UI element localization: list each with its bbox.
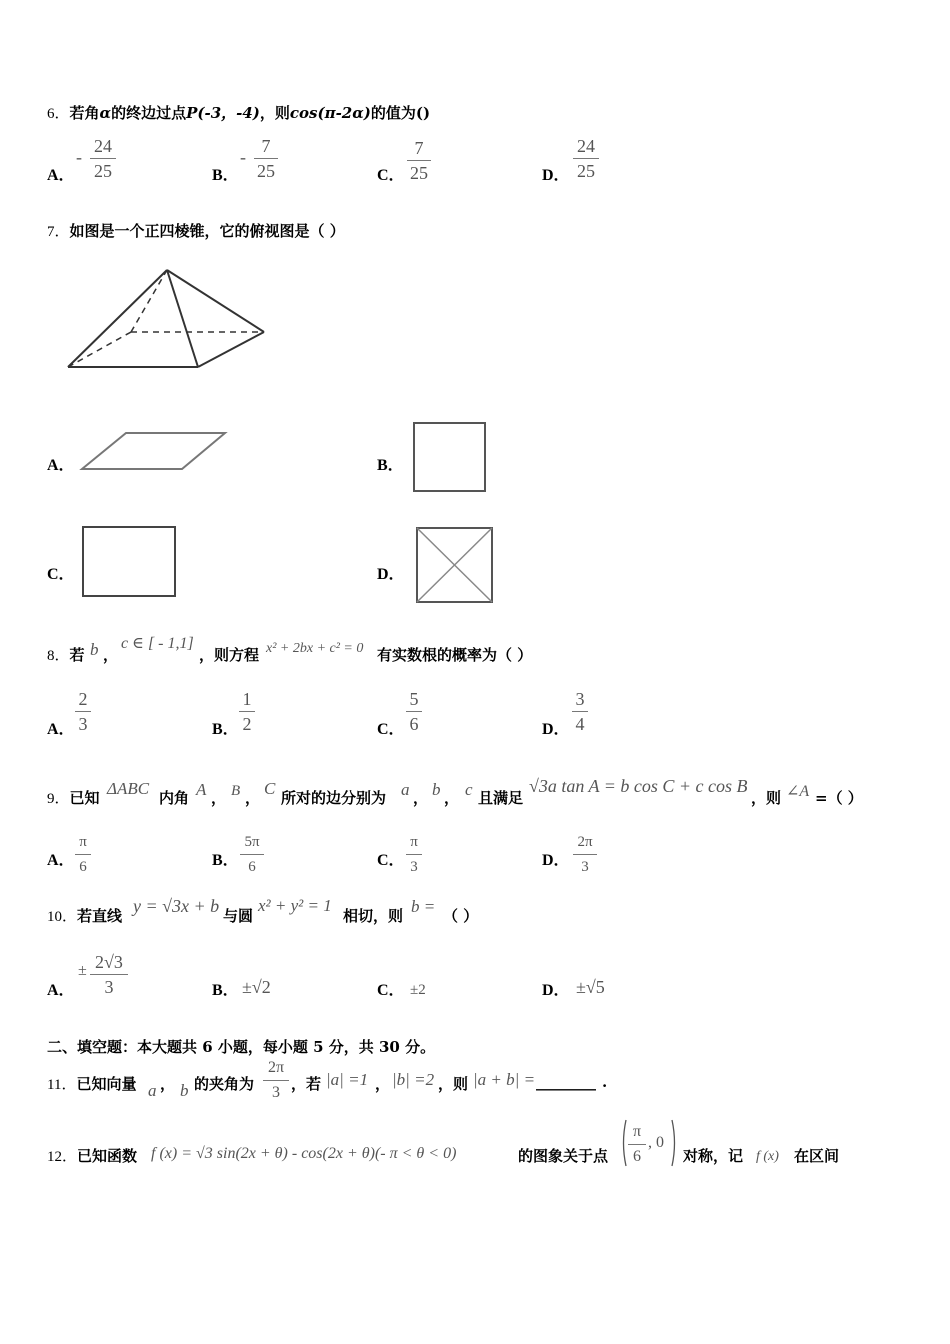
q10-option-b-label[interactable]: B．	[212, 982, 239, 999]
fraction-denominator: 3	[272, 1084, 280, 1101]
q9-text: ，则	[751, 789, 782, 807]
q11-text: 的夹角为	[194, 1075, 255, 1093]
q6-expression: cos(π-2α)	[289, 104, 371, 122]
q8-option-b-fraction	[239, 689, 255, 734]
q9-side-c: c	[465, 780, 473, 799]
q10-option-a-label[interactable]: A．	[47, 982, 75, 999]
q8-option-a-label[interactable]: A．	[47, 721, 75, 738]
q7-option-a-label[interactable]: A．	[47, 457, 75, 474]
q8-text: ，则方程	[199, 646, 260, 664]
q6-option-b-label[interactable]: B．	[212, 167, 239, 184]
fraction-denominator: 3	[410, 859, 418, 875]
q11-abs-a: |a| =1	[326, 1070, 369, 1089]
q11-answer-blank[interactable]: ________	[536, 1073, 596, 1091]
q12-stem	[47, 1145, 137, 1166]
q11-angle-fraction	[263, 1058, 289, 1103]
q11-text: 已知向量	[76, 1075, 137, 1093]
fraction-numerator: π	[410, 834, 418, 850]
q11-abs-b: |b| =2	[392, 1070, 435, 1089]
q7-option-d-label[interactable]: D．	[377, 566, 405, 583]
q9-angle-b: B	[231, 783, 241, 799]
fraction-numerator: 2	[78, 689, 88, 709]
q6-option-b-sign: -	[240, 147, 246, 167]
fraction-denominator: 25	[410, 163, 428, 183]
fraction-numerator: 7	[261, 136, 271, 156]
q6-option-c-label[interactable]: C．	[377, 167, 405, 184]
q11-text: ，若	[291, 1075, 322, 1093]
q10-text: 若直线	[77, 907, 123, 925]
fraction-numerator: π	[632, 1123, 642, 1140]
fraction-denominator: 3	[581, 859, 589, 875]
q8-option-c-fraction	[406, 689, 422, 734]
q9-stem	[47, 787, 100, 808]
pyramid-edge	[68, 270, 167, 367]
q10-option-a-pm: ±	[78, 962, 87, 979]
q8-option-d-fraction	[572, 689, 588, 734]
q7-option-b-square	[414, 423, 485, 491]
q11-number: 11．	[47, 1077, 77, 1093]
q9-side-b: b	[432, 780, 441, 799]
q8-equation: x² + 2bx + c² = 0	[266, 641, 364, 656]
q7-option-c-rectangle	[83, 527, 175, 596]
q10-number: 10．	[47, 909, 78, 925]
q8-number: 8．	[47, 648, 70, 664]
q12-number: 12．	[47, 1149, 78, 1165]
q9-option-b-label[interactable]: B．	[212, 852, 239, 869]
q10-option-d-value: ±√5	[576, 977, 605, 997]
q9-option-b-fraction	[240, 832, 264, 877]
q8-option-c-label[interactable]: C．	[377, 721, 405, 738]
fraction-denominator: 4	[575, 714, 585, 734]
q7-number: 7．	[47, 224, 70, 240]
q9-text: 且满足	[478, 789, 524, 807]
q12-text: 在区间	[794, 1147, 840, 1165]
q10-option-c-value: ±2	[410, 982, 426, 998]
fraction-denominator: 6	[248, 859, 256, 875]
q9-option-c-label[interactable]: C．	[377, 852, 405, 869]
q10-option-a-fraction	[90, 952, 128, 997]
q9-condition: √3a tan A = b cos C + c cos B	[529, 776, 748, 796]
q8-c-set: c ∈ [ - 1,1]	[121, 635, 194, 652]
fraction-numerator: 2π	[577, 834, 593, 850]
pyramid-edge	[198, 332, 264, 367]
q10-text: 相切，则	[343, 907, 404, 925]
q9-text: 内角	[159, 789, 190, 807]
pyramid-edge	[167, 270, 198, 367]
right-paren	[672, 1120, 675, 1166]
q9-number: 9．	[47, 791, 70, 807]
pyramid-figure	[68, 270, 264, 367]
q9-text: 所对的边分别为	[281, 789, 387, 807]
fraction-denominator: 25	[577, 161, 595, 181]
fraction-numerator: π	[79, 834, 87, 850]
q6-point: P(-3，-4)	[186, 104, 260, 122]
fraction-numerator: 7	[414, 138, 424, 158]
fraction-denominator: 2	[242, 714, 252, 734]
fraction-numerator: 2π	[267, 1059, 285, 1076]
q7-option-a-parallelogram	[82, 433, 225, 469]
q12-point-y: , 0	[648, 1134, 664, 1151]
pyramid-edge	[167, 270, 264, 332]
q8-text: 有实数根的概率为（ ）	[377, 646, 533, 664]
q10-text: （ ）	[443, 907, 479, 925]
q9-text: 已知	[69, 789, 100, 807]
q10-text: 与圆	[223, 907, 254, 925]
q8-option-d-label[interactable]: D．	[542, 721, 570, 738]
q6-option-a-sign: -	[76, 147, 82, 167]
q11-stem	[47, 1073, 136, 1094]
q10-option-d-label[interactable]: D．	[542, 982, 570, 999]
q7-option-b-label[interactable]: B．	[377, 457, 404, 474]
q9-text: =（ ）	[815, 789, 863, 807]
q10-b-equals: b =	[411, 897, 436, 916]
fraction-denominator: 6	[79, 859, 87, 875]
q11-vector-a: a	[148, 1081, 157, 1100]
q11-text: ，则	[438, 1075, 469, 1093]
q6-number: 6．	[47, 106, 70, 122]
q9-angle-c: C	[264, 779, 276, 798]
q9-side-a: a	[401, 780, 410, 799]
q9-angle-symbol: ∠A	[786, 783, 810, 800]
q6-alpha: α	[99, 104, 112, 122]
q7-option-c-label[interactable]: C．	[47, 566, 75, 583]
q12-point-fraction	[628, 1122, 646, 1167]
q12-function: f (x) = √3 sin(2x + θ) - cos(2x + θ)(- π < θ < 0)	[151, 1145, 457, 1162]
q6-text: 的值为()	[370, 104, 431, 122]
q6-text: ，则	[259, 104, 290, 122]
q8-option-b-label[interactable]: B．	[212, 721, 239, 738]
q9-angle-a: A	[196, 780, 207, 799]
q10-stem	[47, 905, 122, 926]
q8-option-a-fraction	[75, 689, 91, 734]
q9-option-d-fraction	[573, 832, 597, 877]
fraction-numerator: 5π	[244, 834, 260, 850]
fraction-denominator: 6	[409, 714, 419, 734]
q6-text: 若角	[69, 104, 100, 122]
q6-option-a-label[interactable]: A．	[47, 167, 75, 184]
q9-triangle: ΔABC	[107, 779, 150, 798]
q10-circle-equation: x² + y² = 1	[258, 896, 332, 915]
q12-text: 的图象关于点	[518, 1147, 609, 1165]
q12-text: 已知函数	[77, 1147, 138, 1165]
section-2-heading: 二、填空题：本大题共 6 小题，每小题 5 分，共 30 分。	[47, 1038, 436, 1056]
fraction-denominator: 3	[104, 977, 114, 997]
fraction-numerator: 2√3	[95, 952, 123, 972]
q6-option-d-label[interactable]: D．	[542, 167, 570, 184]
q8-text: 若	[69, 646, 85, 664]
q12-text: 对称，记	[683, 1147, 744, 1165]
left-paren	[624, 1120, 627, 1166]
fraction-numerator: 5	[409, 689, 419, 709]
q11-period: .	[602, 1073, 608, 1091]
q11-vector-b: b	[180, 1081, 189, 1100]
q11-abs-sum: |a + b| =	[473, 1070, 536, 1089]
fraction-denominator: 6	[633, 1148, 641, 1165]
q8-var-b: b	[90, 640, 99, 659]
q9-option-a-label[interactable]: A．	[47, 852, 75, 869]
fraction-numerator: 24	[94, 136, 112, 156]
q8-comma: ，	[103, 646, 119, 664]
fraction-denominator: 25	[257, 161, 275, 181]
q7-text: 如图是一个正四棱锥，它的俯视图是（ ）	[69, 222, 345, 240]
q9-option-c-fraction	[406, 832, 422, 877]
q10-option-b-value: ±√2	[242, 977, 271, 997]
fraction-numerator: 24	[577, 136, 595, 156]
q8-stem	[47, 644, 85, 665]
q9-option-d-label[interactable]: D．	[542, 852, 570, 869]
q12-fx: f (x)	[756, 1149, 779, 1164]
q10-line-equation: y = √3x + b	[133, 896, 220, 916]
fraction-numerator: 3	[575, 689, 585, 709]
q10-option-c-label[interactable]: C．	[377, 982, 405, 999]
fraction-numerator: 1	[242, 689, 252, 709]
q9-option-a-fraction	[75, 832, 91, 877]
fraction-denominator: 25	[94, 161, 112, 181]
q6-text: 的终边过点	[111, 104, 187, 122]
fraction-denominator: 3	[78, 714, 88, 734]
